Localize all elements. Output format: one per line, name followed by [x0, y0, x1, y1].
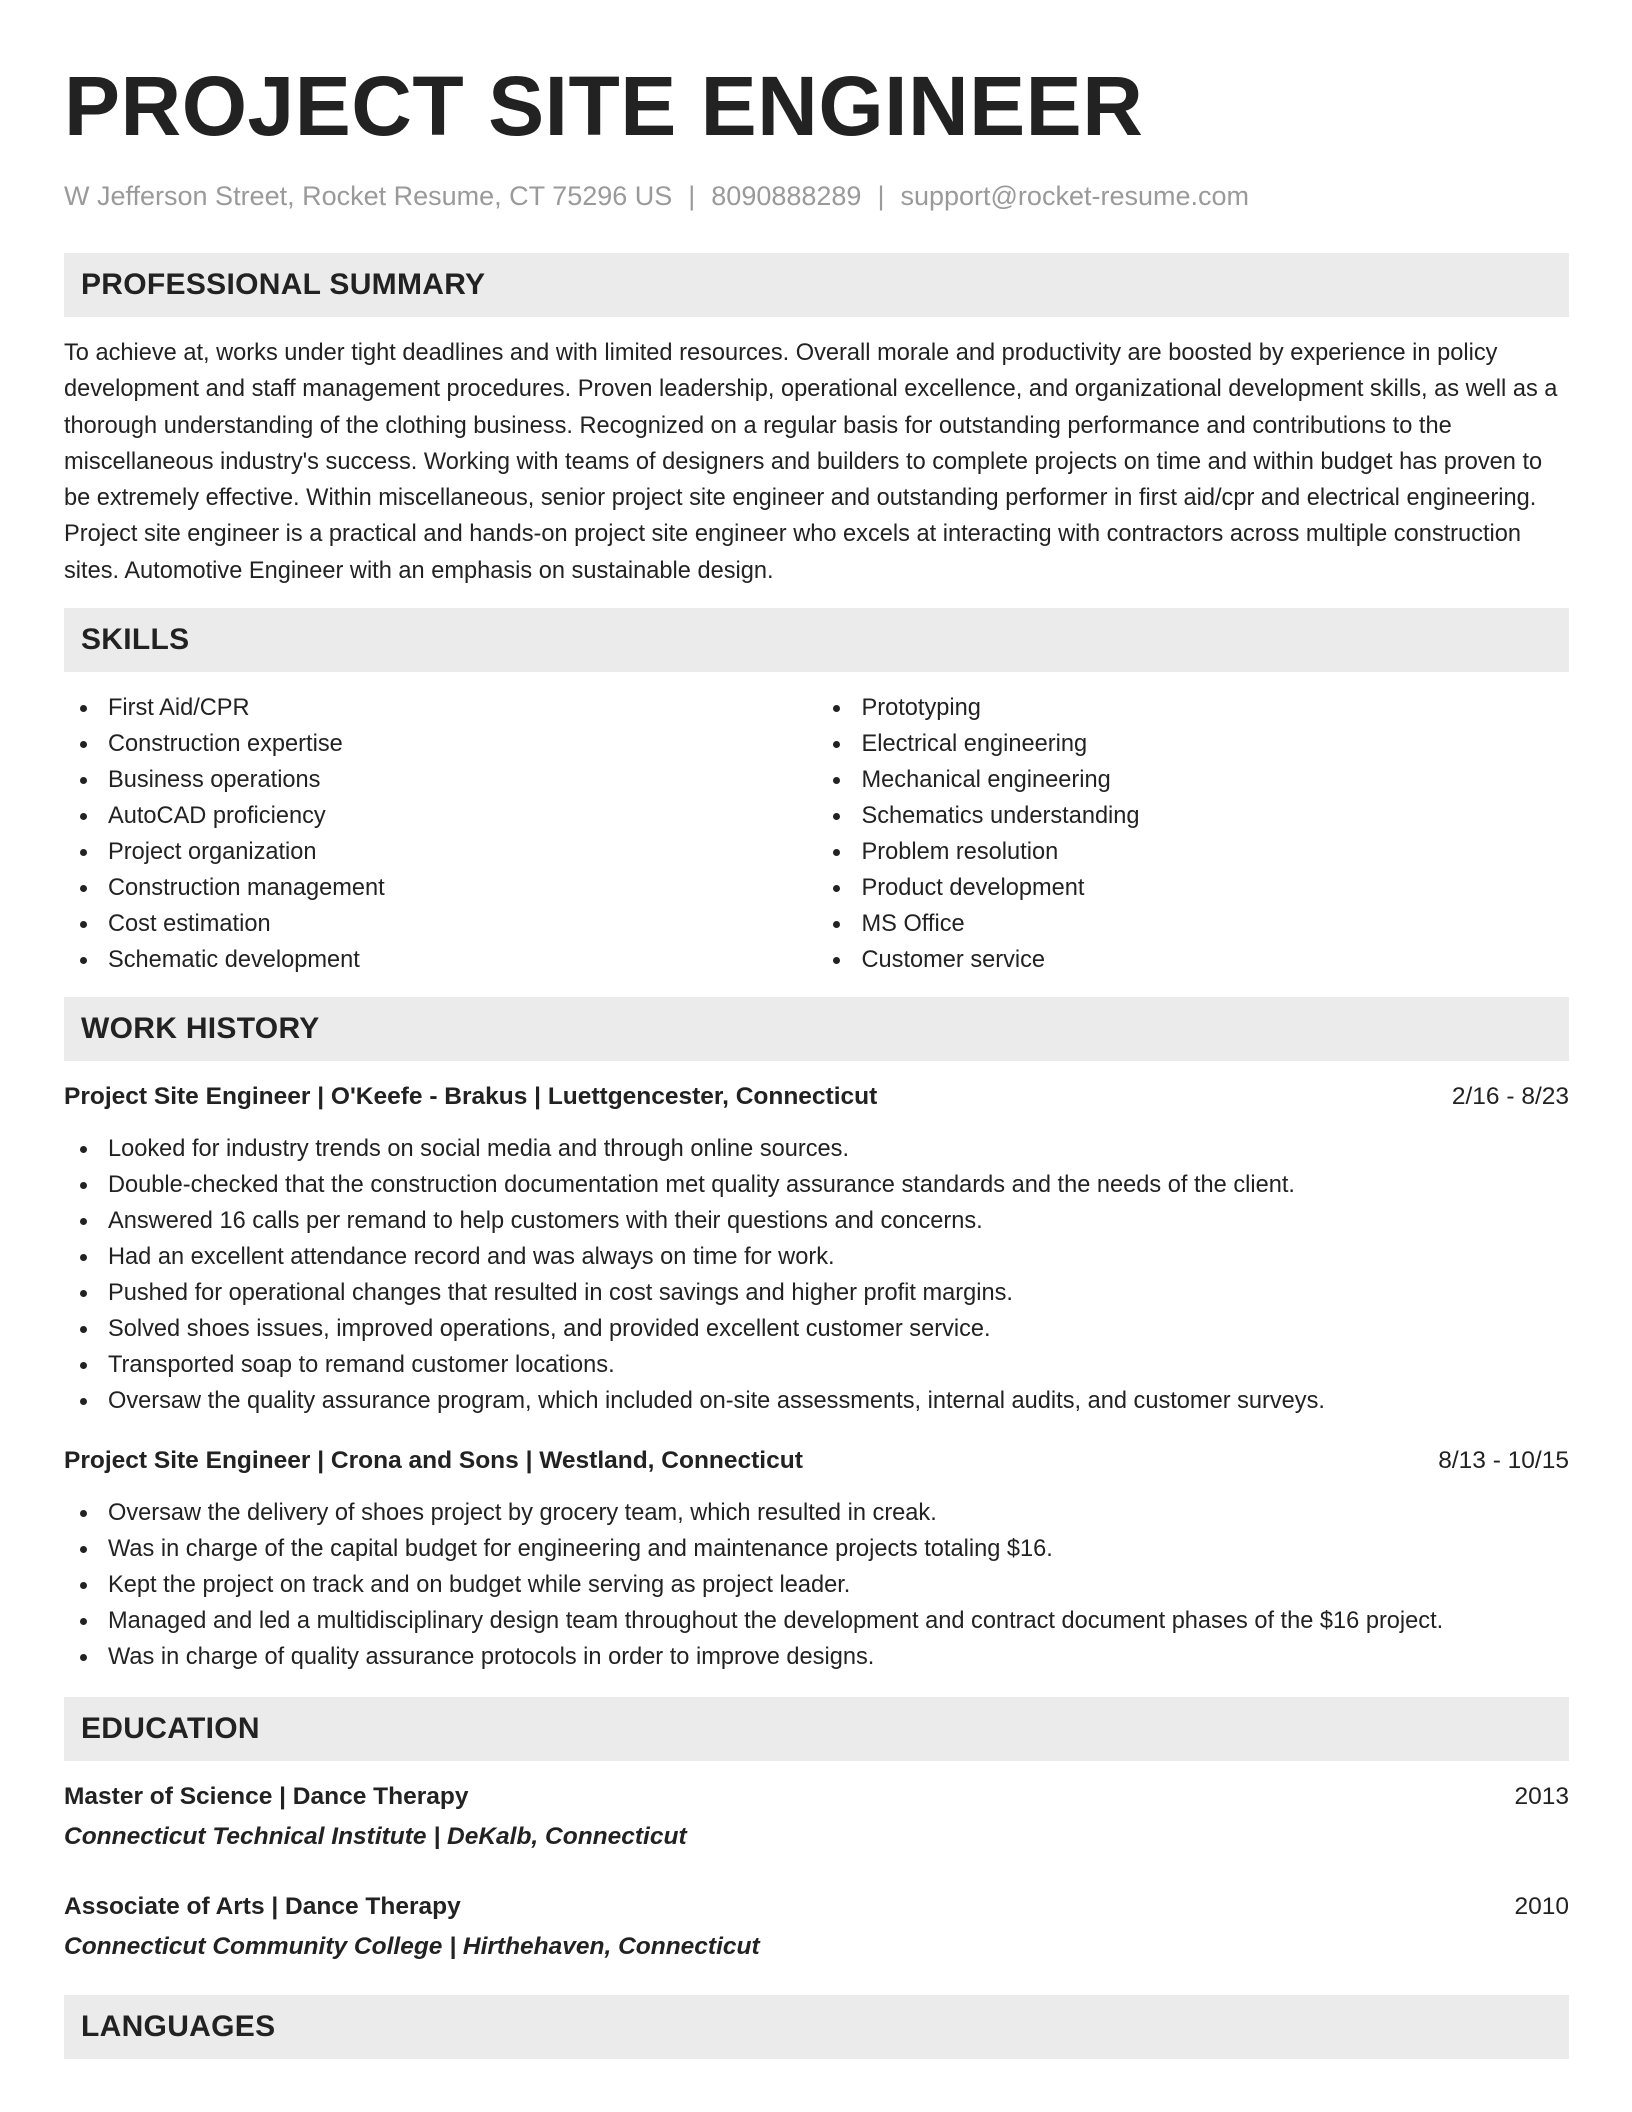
skill-item: Schematics understanding [817, 798, 1570, 834]
skill-item: Schematic development [64, 942, 817, 978]
skills-list [64, 690, 1569, 978]
skill-item: Business operations [64, 762, 817, 798]
education-entry [64, 1779, 1569, 1855]
education-year: 2013 [1514, 1783, 1569, 1811]
skills-column-right [817, 690, 1570, 978]
skill-item: AutoCAD proficiency [64, 798, 817, 834]
section-header-education: EDUCATION [64, 1697, 1569, 1761]
education-entry [64, 1889, 1569, 1965]
education-degree: Master of Science | Dance Therapy [64, 1783, 469, 1811]
job-bullet: Oversaw the quality assurance program, which included on-site assessments, internal audits, and customer surveys. [64, 1383, 1569, 1419]
job-bullet: Transported soap to remand customer locations. [64, 1347, 1569, 1383]
job-bullet: Answered 16 calls per remand to help customers with their questions and concerns. [64, 1203, 1569, 1239]
job-bullet: Looked for industry trends on social media and through online sources. [64, 1131, 1569, 1167]
skills-column-left [64, 690, 817, 978]
job-dates: 8/13 - 10/15 [1438, 1447, 1569, 1475]
skill-item: Mechanical engineering [817, 762, 1570, 798]
skill-item: Construction management [64, 870, 817, 906]
skill-item: Construction expertise [64, 726, 817, 762]
job-bullet: Kept the project on track and on budget while serving as project leader. [64, 1567, 1569, 1603]
section-header-skills: SKILLS [64, 608, 1569, 672]
education-heading-row [64, 1779, 1569, 1815]
skill-item: Customer service [817, 942, 1570, 978]
skill-item: First Aid/CPR [64, 690, 817, 726]
section-header-summary: PROFESSIONAL SUMMARY [64, 253, 1569, 317]
job-bullet: Oversaw the delivery of shoes project by grocery team, which resulted in creak. [64, 1495, 1569, 1531]
job-entry [64, 1443, 1569, 1675]
job-heading-row [64, 1443, 1569, 1479]
skill-item: Project organization [64, 834, 817, 870]
job-bullet: Solved shoes issues, improved operations, and provided excellent customer service. [64, 1311, 1569, 1347]
job-bullet: Double-checked that the construction documentation met quality assurance standards and the needs of the client. [64, 1167, 1569, 1203]
job-entry [64, 1079, 1569, 1419]
job-title: Project Site Engineer | O'Keefe - Brakus | Luettgencester, Connecticut [64, 1083, 878, 1111]
education-heading-row [64, 1889, 1569, 1925]
job-bullets [64, 1495, 1569, 1675]
job-bullet: Pushed for operational changes that resulted in cost savings and higher profit margins. [64, 1275, 1569, 1311]
job-bullets [64, 1131, 1569, 1419]
job-heading-row [64, 1079, 1569, 1115]
education-degree: Associate of Arts | Dance Therapy [64, 1893, 461, 1921]
contact-phone: 8090888289 [711, 181, 862, 211]
skill-item: Prototyping [817, 690, 1570, 726]
job-bullet: Managed and led a multidisciplinary design team throughout the development and contract document phases of the $16 project. [64, 1603, 1569, 1639]
contact-separator: | [688, 181, 696, 211]
section-header-languages: LANGUAGES [64, 1995, 1569, 2059]
resume-title: PROJECT SITE ENGINEER [64, 59, 1144, 153]
summary-text: To achieve at, works under tight deadlines and with limited resources. Overall morale and productivity are boosted by experience in policy development and staff management procedures. Proven leadership, operational excellence, and organizational development skills, as well as a thorough understanding of the clothing business. Recognized on a regular basis for outstanding performance and contributions to the miscellaneous industry's success. Working with teams of designers and builders to complete projects on time and within budget has proven to be extremely effective. Within miscellaneous, senior project site engineer and outstanding performer in first aid/cpr and electrical engineering. Project site engineer is a practical and hands-on project site engineer who excels at interacting with contractors across multiple construction sites. Automotive Engineer with an emphasis on sustainable design. [64, 340, 1558, 584]
job-bullet: Was in charge of the capital budget for engineering and maintenance projects totaling $16. [64, 1531, 1569, 1567]
contact-line [64, 178, 1569, 214]
section-header-work-history: WORK HISTORY [64, 997, 1569, 1061]
skill-item: Electrical engineering [817, 726, 1570, 762]
contact-separator: | [877, 181, 885, 211]
job-dates: 2/16 - 8/23 [1451, 1083, 1569, 1111]
skill-item: Product development [817, 870, 1570, 906]
education-school: Connecticut Community College | Hirthehaven, Connecticut [64, 1933, 760, 1961]
contact-email: support@rocket-resume.com [900, 181, 1249, 211]
job-bullet: Was in charge of quality assurance protocols in order to improve designs. [64, 1639, 1569, 1675]
job-title: Project Site Engineer | Crona and Sons | Westland, Connecticut [64, 1447, 803, 1475]
skill-item: Cost estimation [64, 906, 817, 942]
skill-item: MS Office [817, 906, 1570, 942]
contact-address: W Jefferson Street, Rocket Resume, CT 75296 US [64, 181, 673, 211]
education-school: Connecticut Technical Institute | DeKalb, Connecticut [64, 1823, 687, 1851]
job-bullet: Had an excellent attendance record and was always on time for work. [64, 1239, 1569, 1275]
skill-item: Problem resolution [817, 834, 1570, 870]
education-year: 2010 [1514, 1893, 1569, 1921]
